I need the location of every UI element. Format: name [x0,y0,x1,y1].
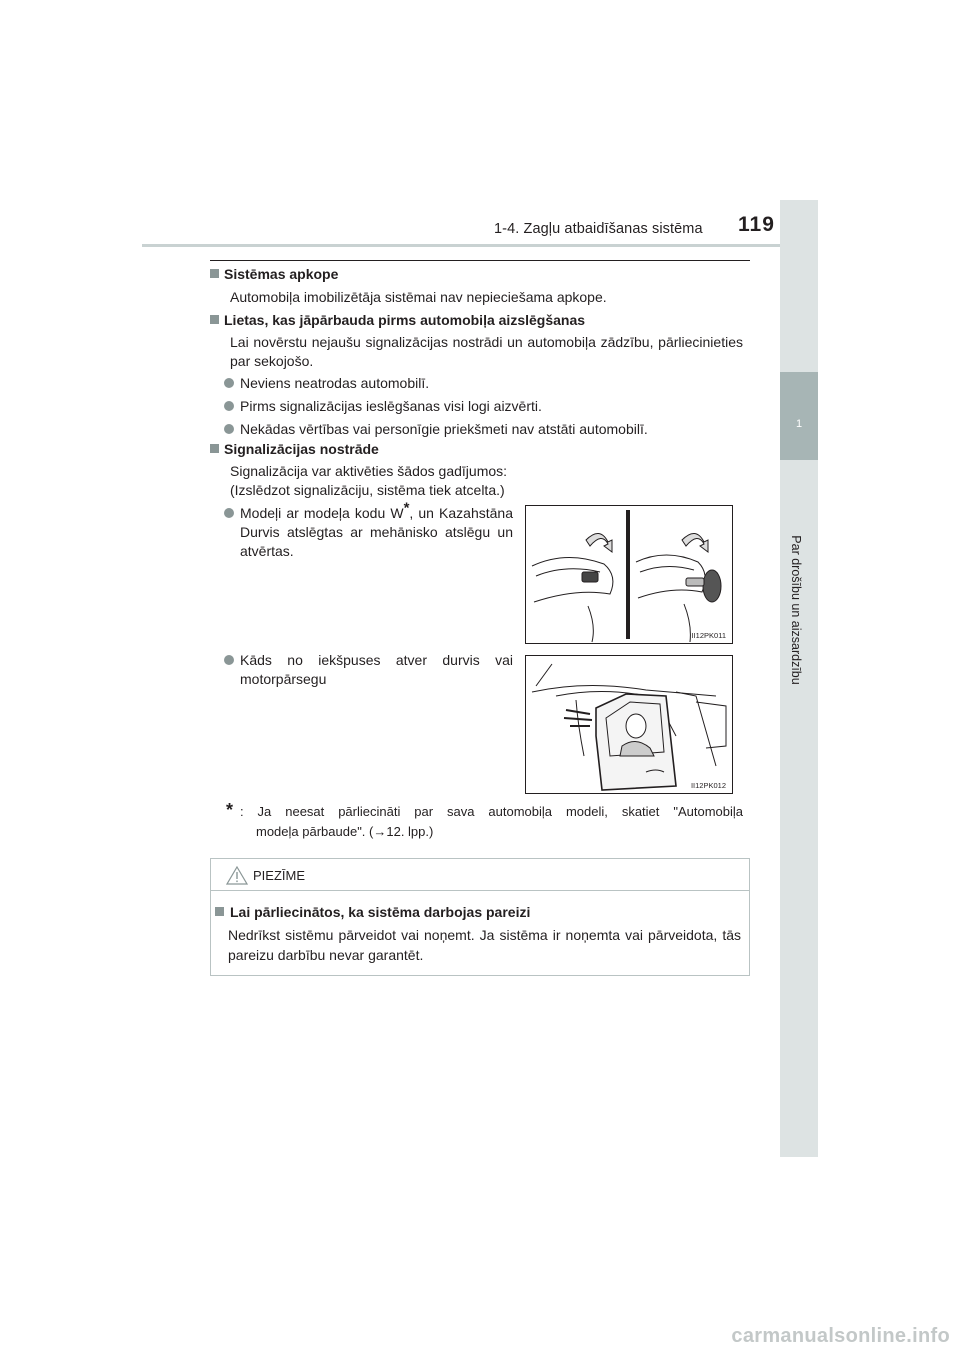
paragraph-alarm-1: Signalizācija var aktivēties šādos gadījumos: [230,463,508,479]
page-number: 119 [738,213,775,236]
door-handle-illustration [526,506,732,643]
heading-square-icon [210,315,219,324]
note-box [210,858,750,976]
bullet-icon [224,424,234,434]
paragraph-maintenance: Automobiļa imobilizētāja sistēmai nav nepieciešama apkope. [230,289,607,305]
heading-checks: Lietas, kas jāpārbauda pirms automobiļa aizslēgšanas [210,312,585,328]
list-item: Pirms signalizācijas ieslēgšanas visi logi aizvērti. [224,397,542,416]
note-heading: Lai pārliecinātos, ka sistēma darbojas pareizi [215,904,530,920]
person-opening-door-illustration [526,656,732,793]
note-header [211,859,749,891]
list-item: Kāds no iekšpuses atver durvis vai motorpārsegu [224,651,513,689]
header-rule [142,244,818,247]
heading-alarm: Signalizācijas nostrāde [210,441,379,457]
bullet-icon [224,401,234,411]
figure-key-door [525,505,733,644]
bullet-icon [224,508,234,518]
footnote: * : Ja neesat pārliecināti par sava automobiļa modeli, skatiet "Automobiļa modeļa pārbaude". (→12. lpp.) [226,800,743,839]
chapter-tab-marker [780,372,818,460]
figure-door-inside [525,655,733,794]
heading-square-icon [215,907,224,916]
figure-code: II12PK012 [690,781,726,790]
heading-square-icon [210,444,219,453]
warning-triangle-icon [226,866,248,885]
bullet-icon [224,378,234,388]
content-top-rule [210,260,750,261]
list-item: Neviens neatrodas automobilī. [224,374,429,393]
paragraph-alarm-2: (Izslēdzot signalizāciju, sistēma tiek atcelta.) [230,482,505,498]
note-title: PIEZĪME [253,868,306,883]
section-title: 1-4. Zagļu atbaidīšanas sistēma [494,221,703,237]
heading-square-icon [210,269,219,278]
heading-maintenance: Sistēmas apkope [210,266,338,282]
footnote-star: * [226,800,234,820]
chapter-number: 1 [795,418,803,430]
list-item: Nekādas vērtības vai personīgie priekšmeti nav atstāti automobilī. [224,420,648,439]
note-paragraph: Nedrīkst sistēmu pārveidot vai noņemt. Ja sistēma ir noņemta vai pārveidota, tās pareizu darbību nevar garantēt. [228,927,741,963]
door-edge [626,510,630,639]
list-item: Modeļi ar modeļa kodu W*, un Kazahstāna Durvis atslēgtas ar mehānisko atslēgu un atvērtas. [224,504,513,561]
figure-code: II12PK011 [691,631,726,640]
chapter-title: Par drošību un aizsardzību [789,535,803,685]
watermark: carmanualsonline.info [731,1325,950,1347]
paragraph-checks: Lai novērstu nejaušu signalizācijas nostrādi un automobiļa zādzību, pārliecinieties par sekojošo. [230,334,743,369]
bullet-icon [224,655,234,665]
